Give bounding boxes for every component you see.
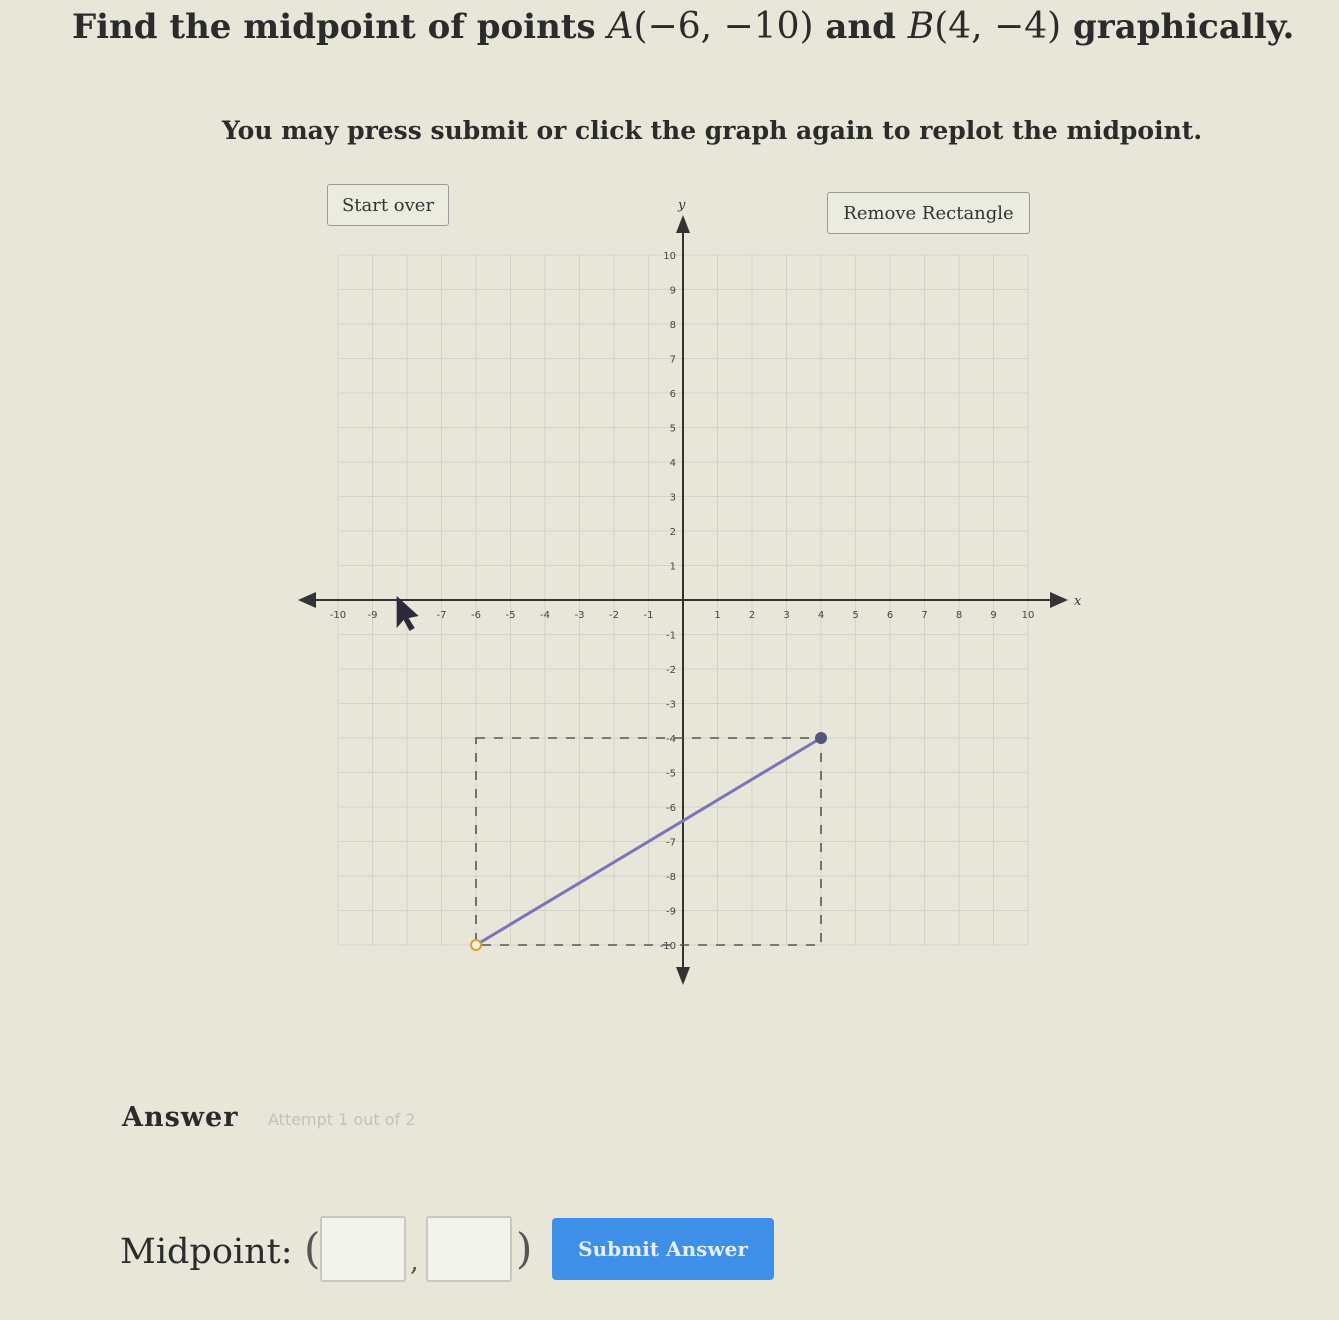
question-suffix: graphically. [1073,7,1295,47]
y-tick-label: -9 [666,906,676,918]
y-tick-label: -4 [666,734,676,745]
question-prefix: Find the midpoint of points [72,7,596,47]
y-tick-label: 3 [669,492,676,504]
x-axis-left-arrow [298,592,316,608]
answer-heading: Answer [122,1102,239,1133]
remove-rectangle-button[interactable]: Remove Rectangle [827,192,1030,234]
y-tick-label: 4 [669,458,676,469]
y-tick-label: -5 [666,768,676,780]
tick-labels [330,198,1082,952]
y-tick-label: 9 [669,285,676,297]
point-b-label: B(4, −4) [907,6,1062,47]
start-over-button[interactable]: Start over [327,184,449,226]
instruction-text: You may press submit or click the graph again to replot the midpoint. [222,116,1203,145]
y-tick-label: -10 [659,941,676,952]
x-tick-label: -9 [367,610,378,621]
y-tick-label: -8 [666,872,676,883]
x-tick-label: 6 [886,610,894,621]
question-connector: and [825,7,896,47]
y-tick-label: 1 [669,561,676,573]
x-tick-label: -5 [505,610,516,621]
midpoint-x-input[interactable] [320,1216,406,1282]
y-tick-label: -7 [666,837,676,849]
y-axis-label: y [678,198,686,213]
y-tick-label: 8 [669,320,676,331]
midpoint-y-input[interactable] [426,1216,512,1282]
close-paren: ) [516,1224,533,1273]
x-tick-label: 1 [714,610,721,621]
x-tick-label: -4 [540,610,550,621]
point-a-label: A(−6, −10) [607,6,814,47]
point-a-marker [471,940,481,950]
x-axis-right-arrow [1050,592,1068,608]
x-axis-label: x [1074,594,1082,609]
x-tick-label: 7 [921,610,928,621]
x-tick-label: 5 [852,610,859,621]
y-tick-label: -1 [666,630,676,642]
y-tick-label: -3 [666,699,676,711]
x-tick-label: 8 [955,610,963,621]
axes [298,215,1068,985]
x-tick-label: -10 [329,610,347,621]
midpoint-label: Midpoint: [120,1232,293,1272]
y-tick-label: 6 [669,389,676,400]
y-tick-label: 5 [669,423,676,435]
y-tick-label: -2 [666,665,676,676]
point-b-marker [815,732,827,744]
x-tick-label: -7 [436,610,447,621]
y-tick-label: 7 [669,354,676,366]
x-tick-label: 9 [990,610,997,621]
x-tick-label: -1 [643,610,654,621]
y-axis-down-arrow [676,967,690,985]
open-paren: ( [304,1224,321,1273]
coordinate-comma: , [410,1244,419,1277]
x-tick-label: 2 [748,610,756,621]
y-tick-label: -6 [666,803,676,814]
x-tick-label: 4 [817,610,825,621]
x-tick-label: 3 [783,610,790,621]
attempt-counter: Attempt 1 out of 2 [268,1110,416,1129]
x-tick-label: -3 [574,610,585,621]
x-tick-label: 10 [1021,610,1035,621]
y-tick-label: 10 [663,251,676,262]
y-axis-up-arrow [676,215,690,233]
x-tick-label: -2 [609,610,619,621]
mouse-cursor-icon [397,596,419,631]
submit-answer-button[interactable]: Submit Answer [552,1218,774,1280]
y-tick-label: 2 [669,527,676,538]
x-tick-label: -6 [471,610,481,621]
